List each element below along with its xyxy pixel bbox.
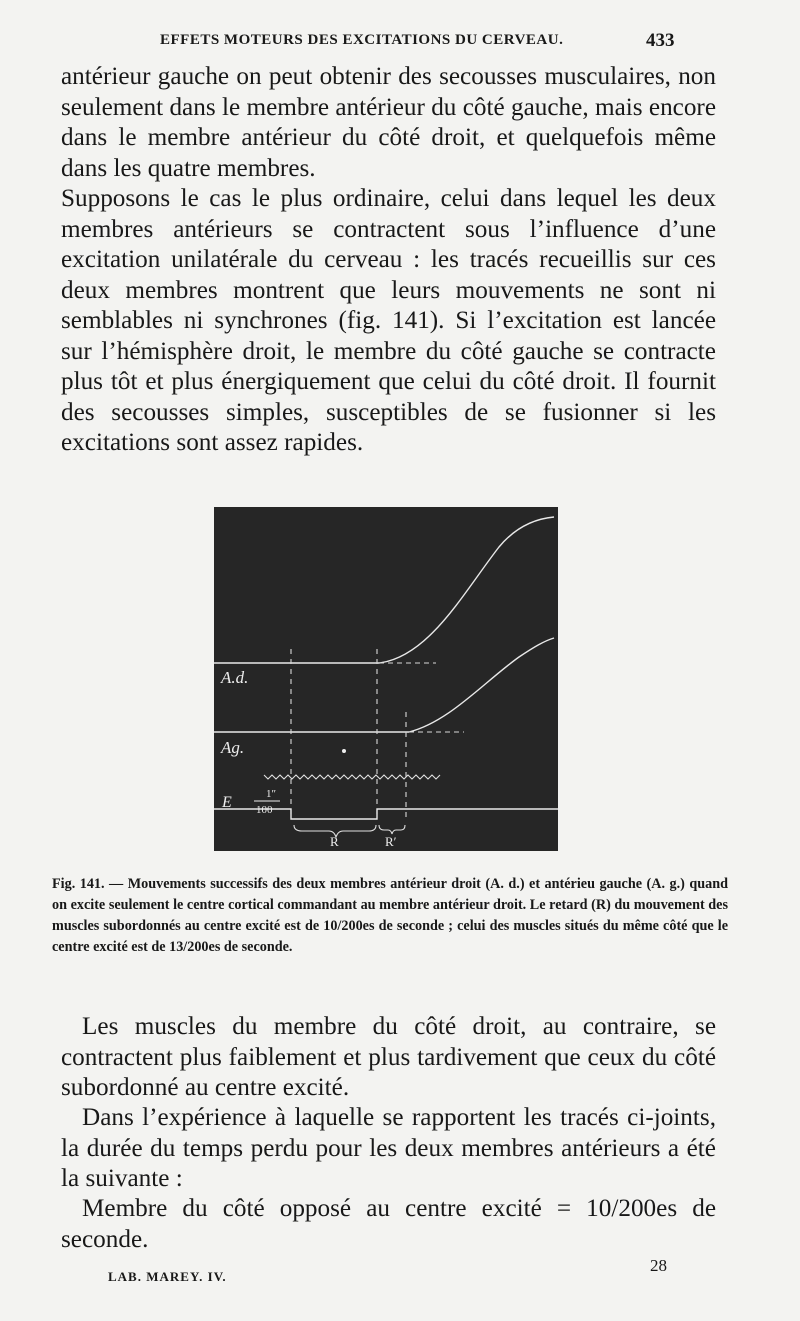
footer-sheet-number: 28	[650, 1256, 667, 1275]
label-r: R	[330, 834, 339, 849]
label-ad: A.d.	[221, 668, 249, 687]
trace-ad	[214, 517, 554, 663]
running-title: EFFETS MOTEURS DES EXCITATIONS DU CERVEAU.	[160, 32, 564, 48]
running-header	[0, 30, 800, 56]
label-e: E	[222, 794, 232, 811]
caption-text: Mouvements successifs des deux membres antérieur droit (A. d.) et antérieu gauche (A. g.) quand on excite seulement le centre cortical commandant au membre antérieur droit. Le retard (R) du mouvement des muscles subordonnés au centre excité est de 10/200es de seconde ; celui des muscles situés du même côté que le centre excité est de 13/200es de seconde.	[52, 876, 728, 955]
paragraph-1: antérieur gauche on peut obtenir des secousses musculaires, non seulement dans le membre antérieur du côté gauche, mais encore dans le membre antérieur du côté droit, et quelquefois même dans les quatre membres.	[61, 63, 716, 182]
paragraph-4: Dans l’expérience à laquelle se rapportent les tracés ci-joints, la durée du temps perdu pour les deux membres antérieurs a été la suivante :	[61, 1104, 716, 1192]
paragraph-3: Les muscles du membre du côté droit, au contraire, se contractent plus faiblement et plus tardivement que ceux du côté subordonné au centre excité.	[61, 1013, 716, 1101]
label-ag: Ag.	[221, 738, 245, 757]
ink-dot	[342, 749, 346, 753]
trace-timer	[264, 775, 440, 779]
tracing-plot	[214, 507, 558, 851]
caption-lead: Fig. 141. —	[52, 876, 124, 892]
label-timer-num: 1″	[266, 788, 277, 800]
paragraph-2: Supposons le cas le plus ordinaire, celui dans lequel les deux membres antérieurs se contractent sous l’influence d’une excitation unilatérale du cerveau : les tracés recueillis sur ces deux membres montrent que leurs mouvements ne sont ni semblables ni synchrones (fig. 141). Si l’excitation est lancée sur l’hémisphère droit, le membre du côté gauche se contracte plus tôt et plus énergiquement que celui du côté droit. Il fournit des secousses simples, susceptibles de se fusionner si les excitations sont assez rapides.	[61, 185, 716, 456]
footer-signature: LAB. MAREY. IV.	[108, 1269, 227, 1284]
figure-caption	[52, 874, 728, 958]
bracket-r-prime	[379, 825, 405, 834]
trace-ag	[214, 638, 554, 732]
figure-141-tracing	[214, 507, 558, 851]
label-r-prime: R′	[385, 834, 397, 849]
page-number: 433	[646, 30, 675, 51]
label-timer-den: 100	[256, 804, 273, 816]
paragraph-5: Membre du côté opposé au centre excité = 10/200es de seconde.	[61, 1195, 716, 1253]
